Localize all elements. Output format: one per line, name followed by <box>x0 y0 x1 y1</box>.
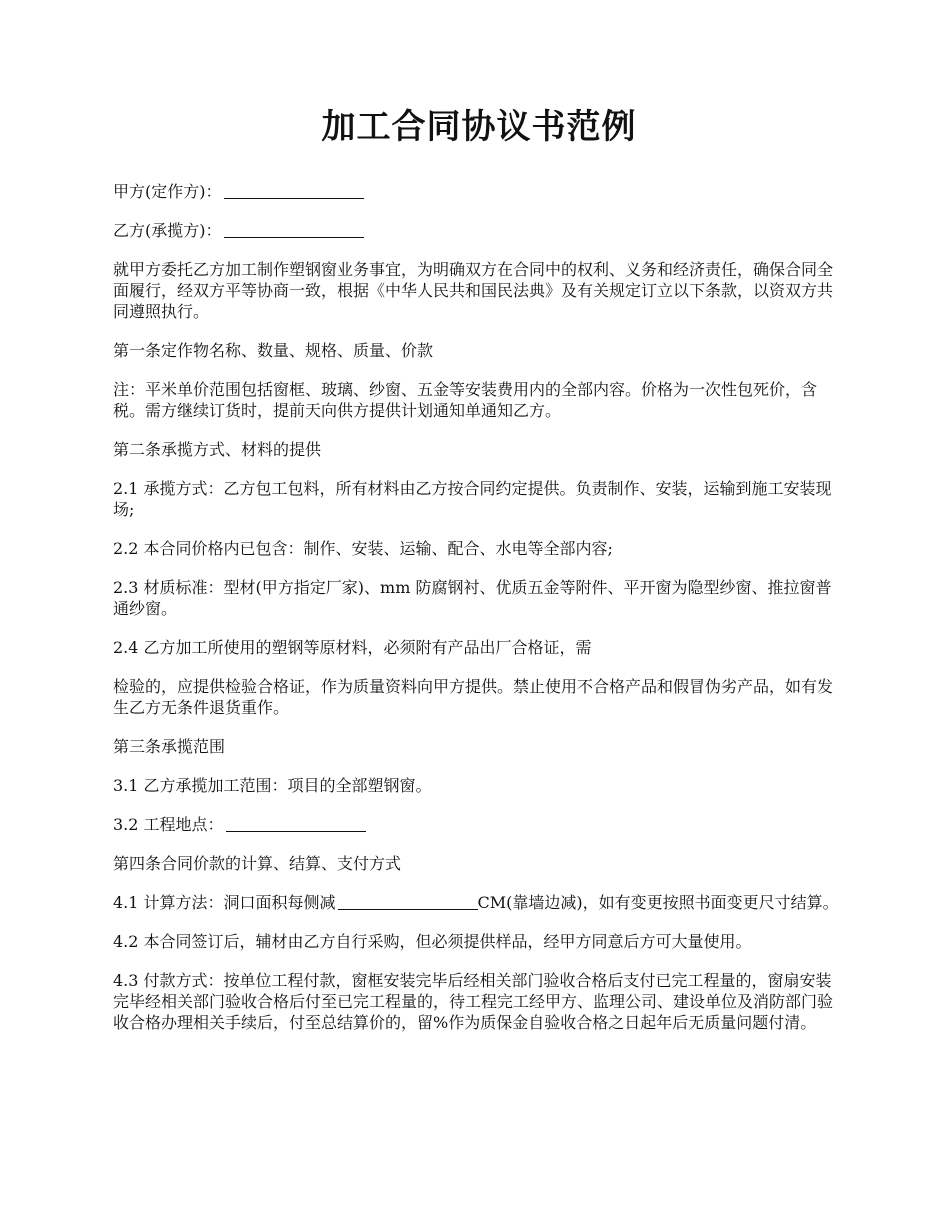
party-a-label: 甲方(定作方)： <box>113 182 222 202</box>
clause-4-3: 4.3 付款方式：按单位工程付款，窗框安装完毕后经相关部门验收合格后支付已完工程量的，窗扇安装完毕经相关部门验收合格后付至已完工程量的，待工程完工经甲方、监理公司、建设单位及消防部门验收合格办理相关手续后，付至总结算价的，留%作为质保金自验收合格之日起年后无质量问题付清。 <box>113 971 834 1033</box>
clause-3-2-label: 3.2 工程地点： <box>113 815 224 835</box>
clause-4-1 <box>113 892 845 913</box>
article-3-heading: 第三条承揽范围 <box>113 737 226 757</box>
clause-2-1: 2.1 承揽方式：乙方包工包料，所有材料由乙方按合同约定提供。负责制作、安装，运输到施工安装现场; <box>113 479 832 520</box>
clause-3-1: 3.1 乙方承揽加工范围：项目的全部塑钢窗。 <box>113 776 432 796</box>
clause-2-2: 2.2 本合同价格内已包含：制作、安装、运输、配合、水电等全部内容; <box>113 539 613 559</box>
clause-2-4-continued: 检验的，应提供检验合格证，作为质量资料向甲方提供。禁止使用不合格产品和假冒伪劣产品，如有发生乙方无条件退货重作。 <box>113 677 834 718</box>
party-a-blank <box>224 182 364 199</box>
clause-4-2: 4.2 本合同签订后，辅材由乙方自行采购，但必须提供样品，经甲方同意后方可大量使用。 <box>113 932 752 952</box>
clause-3-2 <box>113 814 845 835</box>
party-b-label: 乙方(承揽方)： <box>113 221 222 241</box>
article-1-heading: 第一条定作物名称、数量、规格、质量、价款 <box>113 341 434 361</box>
article-4-heading: 第四条合同价款的计算、结算、支付方式 <box>113 854 402 874</box>
article-1-note: 注：平米单价范围包括窗框、玻璃、纱窗、五金等安装费用内的全部内容。价格为一次性包死价，含税。需方继续订货时，提前天向供方提供计划通知单通知乙方。 <box>113 380 818 421</box>
clause-2-3: 2.3 材质标准：型材(甲方指定厂家)、mm 防腐钢衬、优质五金等附件、平开窗为隐型纱窗、推拉窗普通纱窗。 <box>113 578 832 619</box>
document-page <box>113 108 845 1051</box>
clause-4-1-end: CM(靠墙边减)，如有变更按照书面变更尺寸结算。 <box>477 893 839 913</box>
article-2-heading: 第二条承揽方式、材料的提供 <box>113 440 322 460</box>
document-title: 加工合同协议书范例 <box>321 107 637 147</box>
project-location-blank <box>226 815 366 832</box>
party-b-blank <box>224 221 364 238</box>
party-b-line <box>113 220 845 241</box>
party-a-line <box>113 181 845 202</box>
intro-paragraph: 就甲方委托乙方加工制作塑钢窗业务事宜，为明确双方在合同中的权利、义务和经济责任，确保合同全面履行，经双方平等协商一致，根据《中华人民共和国民法典》及有关规定订立以下条款，以资双方共同遵照执行。 <box>113 260 834 322</box>
clause-2-4: 2.4 乙方加工所使用的塑钢等原材料，必须附有产品出厂合格证，需 <box>113 638 592 658</box>
deduction-blank <box>338 893 478 910</box>
clause-4-1-start: 4.1 计算方法：洞口面积每侧减 <box>113 893 336 913</box>
